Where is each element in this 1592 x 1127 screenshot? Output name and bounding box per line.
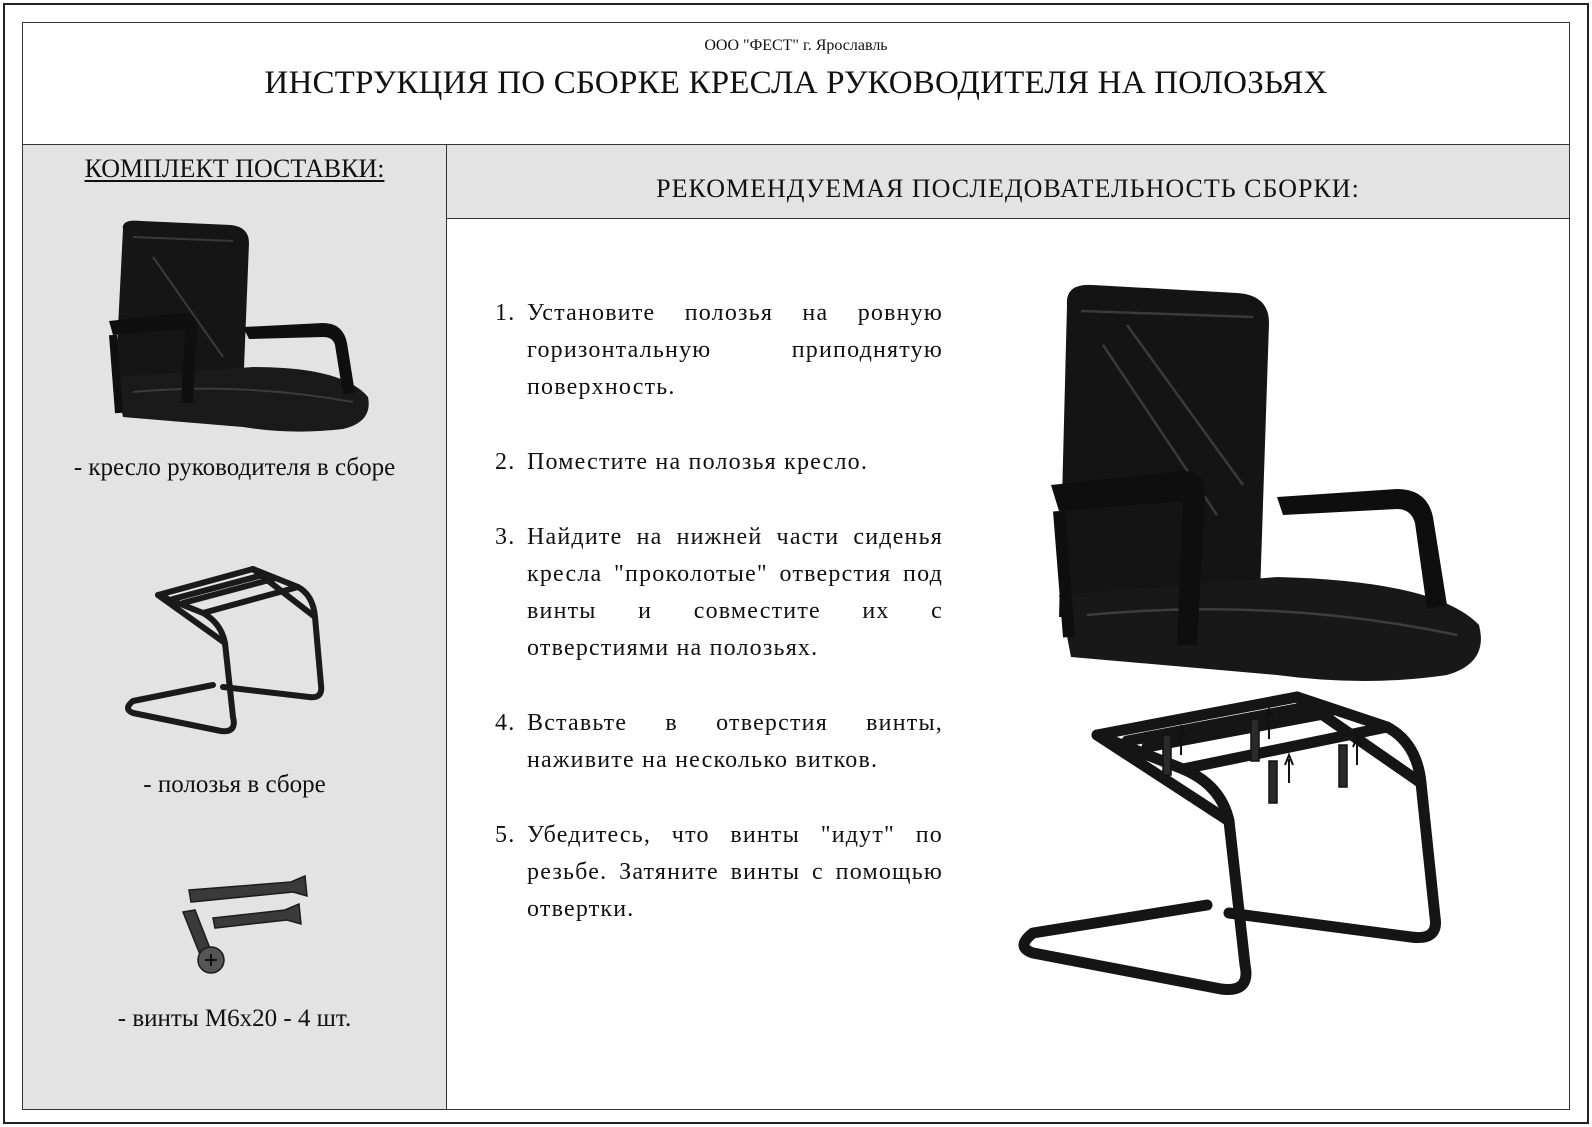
list-item — [495, 444, 943, 481]
list-item — [495, 817, 943, 928]
office-chair-icon — [93, 217, 383, 447]
chair-illustration — [1051, 285, 1481, 681]
kit-item-screws-label: - винты М6х20 - 4 шт. — [117, 1005, 352, 1032]
step-number: 3. — [495, 524, 516, 550]
instruction-sheet — [22, 22, 1570, 1110]
header — [23, 23, 1569, 145]
step-text: Убедитесь, что винты "идут" по резьбе. Затяните винты с помощью отвертки. — [527, 822, 943, 922]
list-item — [495, 295, 943, 406]
sled-base-icon — [113, 565, 363, 745]
step-list — [495, 295, 943, 966]
kit-item-sled-label: - полозья в сборе — [143, 771, 326, 798]
step-text: Вставьте в отверстия винты, наживите на несколько витков. — [527, 710, 943, 773]
company-line: ООО "ФЕСТ" г. Ярославль — [704, 37, 888, 54]
step-text: Поместите на полозья кресло. — [527, 449, 869, 475]
step-number: 2. — [495, 449, 516, 475]
list-item — [495, 519, 943, 667]
step-number: 1. — [495, 300, 516, 326]
step-text: Установите полозья на ровную горизонтальную приподнятую поверхность. — [527, 300, 943, 400]
step-number: 4. — [495, 710, 516, 736]
sequence-heading: РЕКОМЕНДУЕМАЯ ПОСЛЕДОВАТЕЛЬНОСТЬ СБОРКИ: — [447, 145, 1569, 219]
sled-base-illustration — [1024, 697, 1436, 990]
assembly-sequence-panel — [447, 145, 1569, 1109]
delivery-kit-panel — [23, 145, 447, 1109]
kit-item-chair-label: - кресло руководителя в сборе — [73, 454, 396, 481]
kit-heading: КОМПЛЕКТ ПОСТАВКИ: — [84, 154, 385, 183]
step-number: 5. — [495, 822, 516, 848]
screws-icon — [173, 870, 313, 980]
assembly-diagram — [1007, 265, 1527, 1045]
list-item — [495, 705, 943, 779]
page-title: ИНСТРУКЦИЯ ПО СБОРКЕ КРЕСЛА РУКОВОДИТЕЛЯ НА ПОЛОЗЬЯХ — [264, 65, 1328, 101]
step-text: Найдите на нижней части сиденья кресла "проколотые" отверстия под винты и совместите их с отверстиями на полозьях. — [527, 524, 943, 661]
